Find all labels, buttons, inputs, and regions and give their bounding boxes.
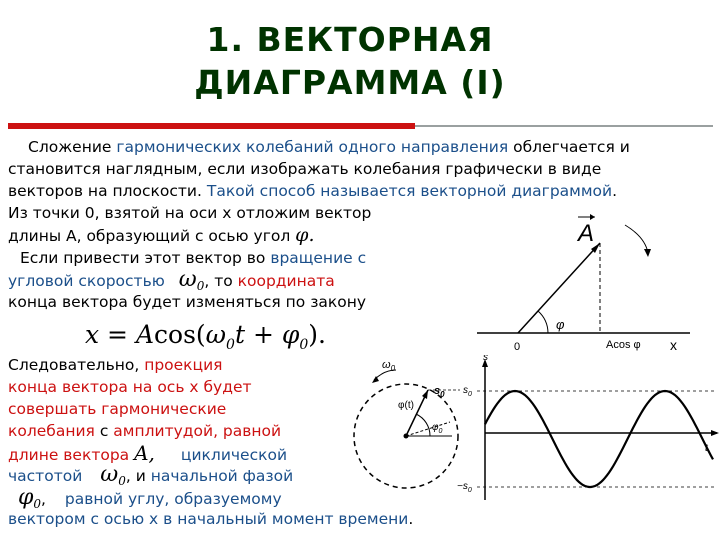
- vector-label: A: [578, 220, 595, 247]
- s-axis-label: s: [483, 355, 488, 363]
- p2-line-1: Следовательно, проекция: [8, 356, 223, 374]
- rotation-arc: [625, 225, 648, 253]
- p2-line-5: длине вектора A, циклической: [8, 441, 288, 465]
- omega-label: $\omega_0$: [382, 359, 396, 373]
- phi-t-arc: [416, 414, 430, 436]
- title-underline-red: [8, 123, 415, 129]
- title-underline-gray: [415, 125, 713, 127]
- origin-label: 0: [514, 341, 521, 353]
- phi0-ray: [406, 422, 450, 436]
- p1-line-3: векторов на плоскости. Такой способ называется векторной диаграммой.: [8, 182, 618, 200]
- rotation-diagram: [330, 358, 460, 498]
- p1-line-1: Сложение гармонических колебаний одного направления облегчается и: [28, 138, 630, 156]
- t-axis-label: t: [705, 443, 708, 454]
- p2-line-6: частотой $\omega_0$, и начальной фазой: [8, 462, 294, 489]
- rotating-vector-arrow: [422, 390, 428, 399]
- title-line-1: 1. ВЕКТОРНАЯ: [206, 20, 494, 59]
- p2-line-7: $\varphi_0$, равной углу, образуемому: [18, 485, 282, 512]
- acos-label: Acos φ: [606, 339, 641, 351]
- vector-diagram: [420, 205, 720, 355]
- slide-title: [150, 18, 550, 104]
- phi0-label: $\varphi_0$: [432, 422, 443, 435]
- sine-curve: [485, 391, 713, 487]
- neg-s0-tick-label: $-s_0$: [457, 481, 472, 494]
- sine-graph: [455, 355, 720, 505]
- p2-line-2: конца вектора на ось x будет: [8, 378, 252, 396]
- formula: $x = Acos(\omega_0t + \varphi_0)$.: [85, 320, 326, 353]
- rotation-arrowhead: [644, 249, 651, 257]
- p2-line-8: вектором с осью x в начальный момент времени.: [8, 510, 414, 528]
- phi-t-label: φ(t): [398, 400, 414, 411]
- phi-label: φ: [556, 317, 565, 332]
- title-line-2: ДИАГРАММА (I): [194, 63, 506, 102]
- angle-arc: [538, 311, 548, 333]
- p1-line-8: конца вектора будет изменяться по закону: [8, 293, 367, 311]
- p1-line-2: становится наглядным, если изображать колебания графически в виде: [8, 160, 602, 178]
- p1-line-5: длины A, образующий с осью угол φ.: [8, 224, 315, 246]
- x-axis-label: x: [670, 337, 677, 353]
- p1-line-7: угловой скоростью $\omega_0$, то координата: [8, 267, 335, 294]
- p1-line-4: Из точки 0, взятой на оси x отложим вектор: [8, 204, 372, 222]
- s0-label: $s_0$: [434, 385, 445, 399]
- p2-line-3: совершать гармонические: [8, 400, 227, 418]
- p2-line-4: колебания с амплитудой, равной: [8, 422, 282, 440]
- t-axis-arrow: [711, 430, 719, 436]
- p1-line-6: Если привести этот вектор во вращение с: [20, 249, 367, 267]
- s0-tick-label: $s_0$: [463, 385, 472, 398]
